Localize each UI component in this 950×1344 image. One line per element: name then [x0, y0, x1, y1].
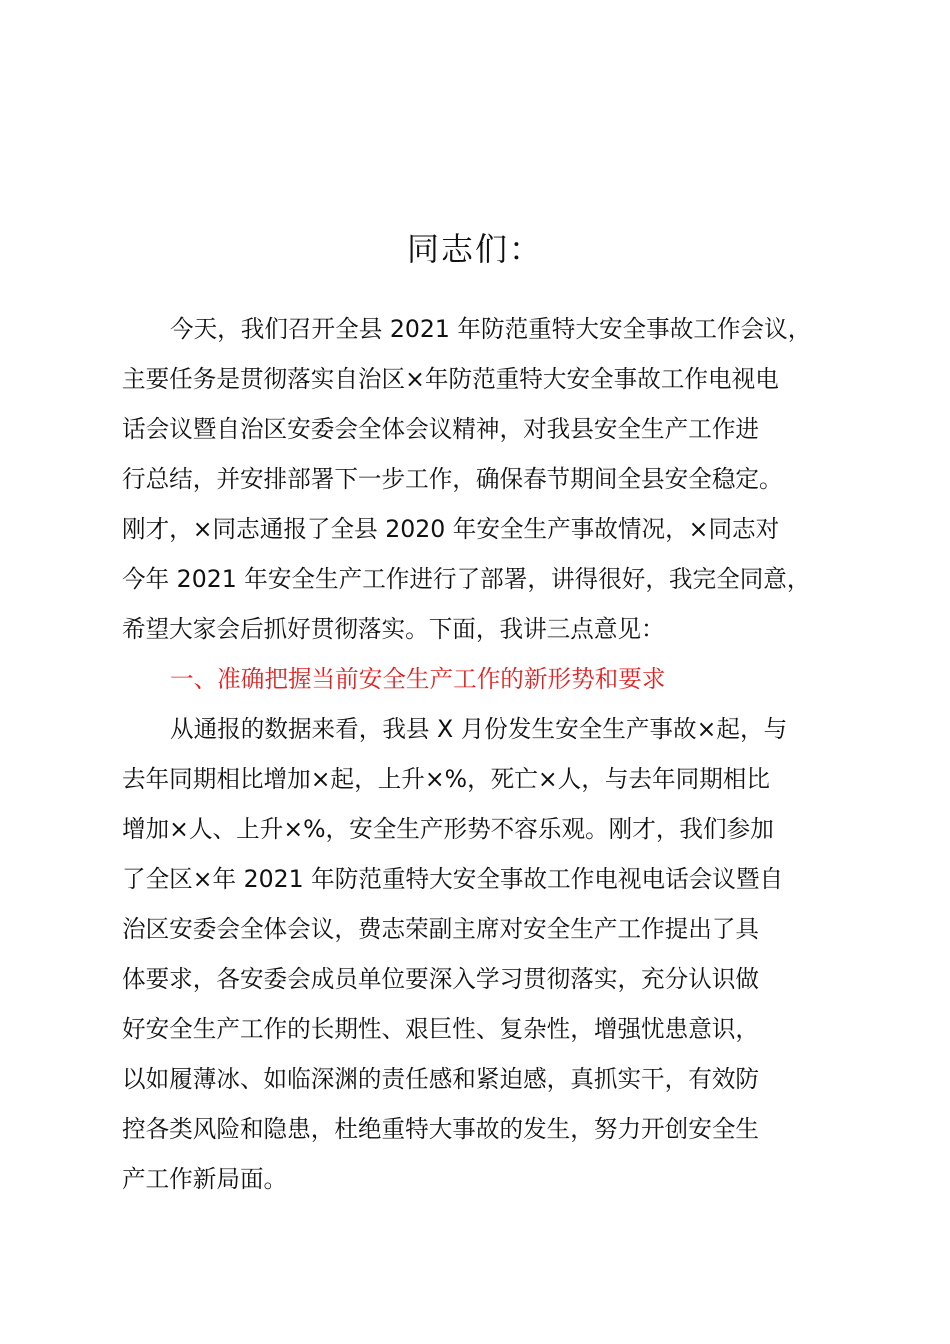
- paragraph-1-line: 话会议暨自治区安委会全体会议精神，对我县安全生产工作进: [122, 415, 760, 443]
- paragraph-1-line: 今天，我们召开全县 2021 年防范重特大安全事故工作会议，: [170, 315, 812, 343]
- paragraph-1-line: 行总结，并安排部署下一步工作，确保春节期间全县安全稳定。: [122, 465, 783, 493]
- paragraph-2-line: 控各类风险和隐患，杜绝重特大事故的发生，努力开创安全生: [122, 1115, 760, 1143]
- paragraph-1-line: 主要任务是贯彻落实自治区×年防范重特大安全事故工作电视电: [122, 365, 779, 393]
- salutation: 同志们：: [406, 230, 543, 268]
- paragraph-2-line: 从通报的数据来看，我县 X 月份发生安全生产事故×起，与: [170, 715, 788, 743]
- paragraph-2-line: 体要求，各安委会成员单位要深入学习贯彻落实，充分认识做: [122, 965, 760, 993]
- paragraph-2-line: 以如履薄冰、如临深渊的责任感和紧迫感，真抓实干，有效防: [122, 1065, 760, 1093]
- paragraph-1-line: 刚才，×同志通报了全县 2020 年安全生产事故情况，×同志对: [122, 515, 780, 543]
- paragraph-2-line: 好安全生产工作的长期性、艰巨性、复杂性，增强忧患意识，: [122, 1015, 760, 1043]
- paragraph-1-line: 今年 2021 年安全生产工作进行了部署，讲得很好，我完全同意，: [122, 565, 811, 593]
- section-1-heading: 一、准确把握当前安全生产工作的新形势和要求: [170, 665, 666, 693]
- paragraph-2-line: 产工作新局面。: [122, 1165, 288, 1193]
- paragraph-1-line: 希望大家会后抓好贯彻落实。下面，我讲三点意见：: [122, 615, 665, 643]
- paragraph-2-line: 增加×人、上升×%，安全生产形势不容乐观。刚才，我们参加: [122, 815, 774, 843]
- paragraph-2-line: 治区安委会全体会议，费志荣副主席对安全生产工作提出了具: [122, 915, 760, 943]
- paragraph-2-line: 了全区×年 2021 年防范重特大安全事故工作电视电话会议暨自: [122, 865, 784, 893]
- paragraph-2-line: 去年同期相比增加×起，上升×%，死亡×人，与去年同期相比: [122, 765, 770, 793]
- document-body: [122, 304, 842, 1204]
